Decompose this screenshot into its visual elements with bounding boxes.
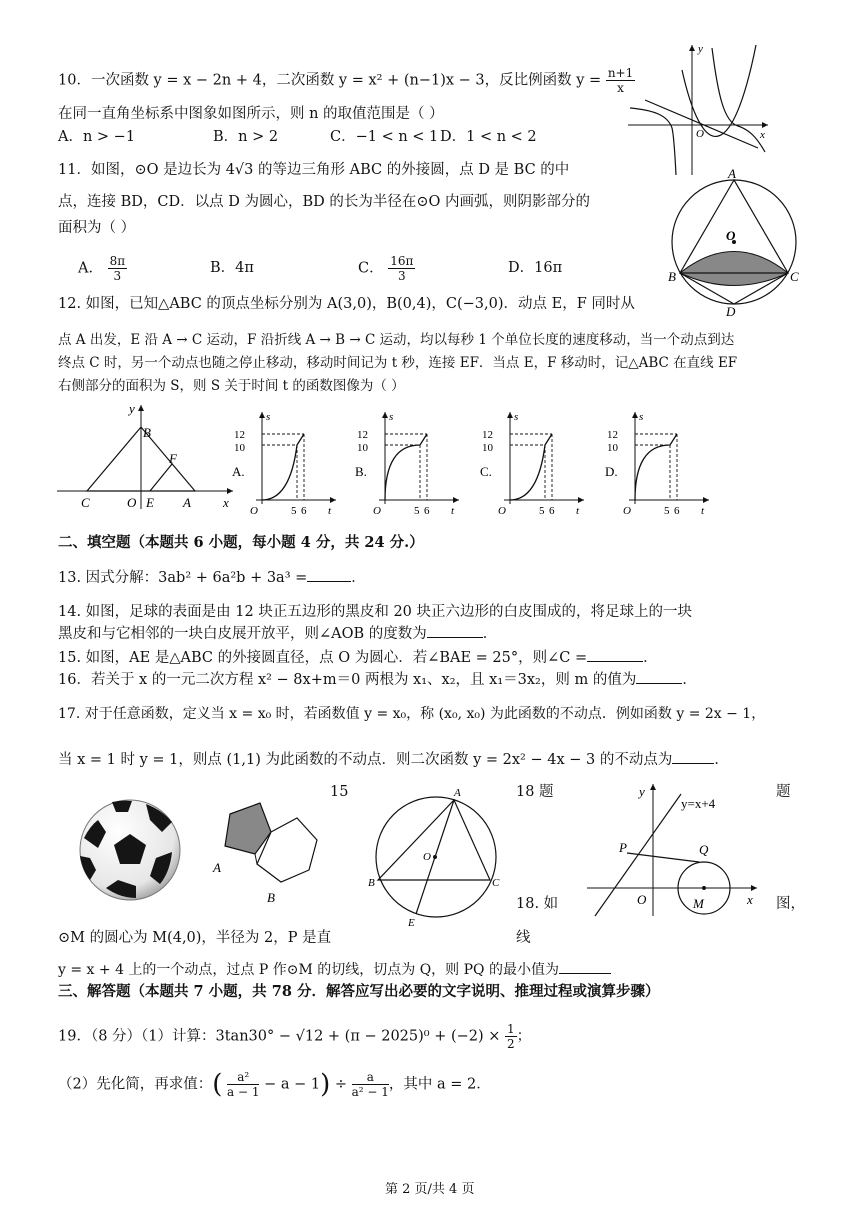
- q12-option-graph-a: [232, 408, 342, 518]
- svg-text:y=x+4: y=x+4: [681, 796, 716, 811]
- label-a: A: [213, 860, 221, 875]
- q19-part2: （2）先化简，再求值：( $\frac{\text{a²}}{a - 1}$ − a − 1) ÷ $\frac{a}{\text{a² − 1}}$ ，其中 a = 2．: [58, 1069, 491, 1100]
- q10-line1: 10．一次函数 y = x − 2n + 4，二次函数 y = x² + (n−1)x − 3，反比例函数 y = $\frac{n+1}{x}$: [58, 66, 634, 95]
- origin-label: O: [498, 505, 506, 517]
- s-label: s: [639, 411, 644, 423]
- q13: 13. 因式分解：3ab² + 6a²b + 3a³ = ．: [58, 570, 366, 586]
- fig18-number: 18 题: [516, 784, 554, 800]
- label-o: O: [726, 228, 736, 243]
- option-letter: B.: [355, 464, 367, 479]
- q18-line1: ⊙M 的圆心为 M(4,0)，半径为 2，P 是直: [58, 930, 332, 946]
- svg-text:y: y: [639, 784, 645, 799]
- function-curve: [635, 434, 677, 500]
- pentagon-hexagon-figure: [205, 798, 325, 908]
- svg-text:M: M: [693, 896, 704, 911]
- origin-label: O: [373, 505, 381, 517]
- option-letter: C.: [480, 464, 492, 479]
- t-label: t: [451, 505, 455, 517]
- q12-line3: 终点 C 时，另一个动点也随之停止移动，移动时间记为 t 秒，连接 EF．当点 E，F 移动时，记△ABC 在直线 EF: [58, 355, 738, 371]
- svg-text:C: C: [81, 495, 90, 510]
- section3-heading: 三、解答题（本题共 7 小题，共 78 分．解答应写出必要的文字说明、推理过程或演算步骤）: [58, 983, 660, 1000]
- hyperbola-left: [630, 108, 676, 175]
- segment-ef: [150, 464, 172, 491]
- q11-line2: 点，连接 BD，CD．以点 D 为圆心，BD 的长为半径在⊙O 内画弧，则阴影部分的: [58, 194, 590, 210]
- q11-line1: 11．如图，⊙O 是边长为 4√3 的等边三角形 ABC 的外接圆，点 D 是 BC 的中: [58, 162, 570, 178]
- q10-fraction: $\frac{n+1}{x}$: [607, 66, 634, 95]
- tick-10: 10: [607, 442, 618, 454]
- tick-12: 12: [482, 429, 493, 441]
- fig15-number: 15: [330, 784, 349, 800]
- tick-6: 6: [549, 505, 555, 517]
- function-curve: [510, 434, 552, 500]
- label-b: B: [668, 269, 676, 284]
- svg-text:y: y: [129, 401, 135, 416]
- q10-graph: [620, 40, 780, 180]
- q18-line2: y = x + 4 上的一个动点，过点 P 作⊙M 的切线，切点为 Q，则 PQ 的最小值为: [58, 960, 611, 980]
- shaded-region: [680, 252, 788, 286]
- q10-option-d: D．1 < n < 2: [440, 129, 537, 145]
- q17-line1: 17. 对于任意函数，定义当 x = x₀ 时，若函数值 y = x₀，称 (x₀, x₀) 为此函数的不动点．例如函数 y = 2x − 1，: [58, 706, 766, 722]
- t-label: t: [328, 505, 332, 517]
- label-c: C: [790, 269, 799, 284]
- origin-label: O: [250, 505, 258, 517]
- q12-line2: 点 A 出发，E 沿 A → C 运动，F 沿折线 A → B → C 运动，均以每秒 1 个单位长度的速度移动，当一个动点到达: [58, 332, 735, 348]
- tick-12: 12: [607, 429, 618, 441]
- linear-graph: [645, 100, 758, 148]
- tangent-pq: [627, 853, 699, 862]
- section2-heading: 二、填空题（本题共 6 小题，每小题 4 分，共 24 分.）: [58, 534, 424, 551]
- svg-text:x: x: [223, 495, 229, 510]
- q11-figure: [668, 166, 818, 320]
- label-d: D: [726, 304, 736, 319]
- svg-text:A: A: [454, 787, 461, 799]
- svg-text:O: O: [423, 851, 431, 863]
- q10-line2: 在同一直角坐标系中图象如图所示，则 n 的取值范围是（ ）: [58, 106, 444, 122]
- hyperbola-right: [712, 48, 765, 152]
- x-label: x: [760, 129, 765, 141]
- q18-xian: 线: [516, 930, 531, 946]
- tick-12: 12: [234, 429, 245, 441]
- t-label: t: [701, 505, 705, 517]
- q11-line3: 面积为（ ）: [58, 220, 136, 236]
- q17-line2: 当 x = 1 时 y = 1，则点 (1,1) 为此函数的不动点．则二次函数 y = 2x² − 4x − 3 的不动点为 ．: [58, 752, 729, 768]
- t-label: t: [576, 505, 580, 517]
- fig18-ti: 题: [776, 784, 791, 800]
- svg-text:A: A: [183, 495, 191, 510]
- svg-text:Q: Q: [699, 842, 709, 857]
- q12-option-graph-c: [480, 408, 590, 518]
- tick-5: 5: [664, 505, 670, 517]
- s-label: s: [266, 411, 271, 423]
- q12-option-graph-b: [355, 408, 465, 518]
- q18-tu: 图，: [776, 896, 805, 912]
- svg-text:C: C: [492, 877, 500, 889]
- tick-5: 5: [291, 505, 297, 517]
- q14-line2: 黑皮和与它相邻的一块白皮展开放平，则∠AOB 的度数为 ．: [58, 626, 498, 642]
- svg-text:O: O: [127, 495, 137, 510]
- tick-5: 5: [414, 505, 420, 517]
- label-b: B: [267, 890, 275, 905]
- q10-option-c: C．−1 < n < 1: [330, 129, 439, 145]
- q11-option-a: A． $\frac{8\pi}{3}$: [78, 254, 126, 283]
- svg-text:O: O: [637, 892, 647, 907]
- tick-6: 6: [674, 505, 680, 517]
- svg-text:E: E: [146, 495, 154, 510]
- q18-ru: 18. 如: [516, 896, 559, 912]
- q15: 15. 如图，AE 是△ABC 的外接圆直径，点 O 为圆心．若∠BAE = 25°，则∠C = ．: [58, 650, 658, 666]
- function-curve: [385, 434, 427, 500]
- q11-option-d: D．16π: [508, 260, 563, 276]
- q11-option-b: B．4π: [210, 260, 254, 276]
- tick-6: 6: [301, 505, 307, 517]
- q10-option-b: B．n > 2: [213, 129, 279, 145]
- q16: 16．若关于 x 的一元二次方程 x² − 8x+m＝0 两根为 x₁、x₂，且 x₁＝3x₂，则 m 的值为 ．: [58, 672, 697, 688]
- svg-text:F: F: [169, 451, 177, 466]
- svg-text:P: P: [619, 840, 627, 855]
- page-footer: 第 2 页/共 4 页: [385, 1182, 475, 1197]
- q11-option-c: C． $\frac{16\pi}{3}$: [358, 254, 414, 283]
- q18-graph: [585, 780, 765, 920]
- y-label: y: [698, 43, 703, 55]
- q12-line1: 12. 如图，已知△ABC 的顶点坐标分别为 A(3,0)，B(0,4)，C(−3,0)．动点 E，F 同时从: [58, 296, 635, 312]
- q19-part1: 19．（8 分）（1）计算：3tan30° − √12 + (π − 2025)⁰ + (−2) × $\frac{1}{2}$ ；: [58, 1022, 532, 1051]
- tick-10: 10: [482, 442, 493, 454]
- s-label: s: [389, 411, 394, 423]
- tick-10: 10: [357, 442, 368, 454]
- q15-circle-figure: [368, 782, 518, 932]
- tick-10: 10: [234, 442, 245, 454]
- origin-label: O: [623, 505, 631, 517]
- q12-main-figure: [55, 403, 245, 513]
- soccer-ball-image: [76, 796, 186, 906]
- tick-12: 12: [357, 429, 368, 441]
- q12-option-graph-d: [605, 408, 715, 518]
- svg-text:E: E: [408, 917, 415, 929]
- q12-line4: 右侧部分的面积为 S，则 S 关于时间 t 的函数图像为（ ）: [58, 378, 405, 394]
- tick-5: 5: [539, 505, 545, 517]
- label-a: A: [728, 166, 736, 181]
- svg-text:B: B: [143, 425, 151, 440]
- option-letter: A.: [232, 464, 245, 479]
- triangle-abc: [378, 800, 490, 880]
- origin-label: O: [696, 128, 704, 140]
- svg-text:B: B: [368, 877, 375, 889]
- s-label: s: [514, 411, 519, 423]
- option-letter: D.: [605, 464, 618, 479]
- q10-option-a: A．n > −1: [58, 129, 136, 145]
- function-curve: [262, 434, 304, 500]
- tick-6: 6: [424, 505, 430, 517]
- svg-text:x: x: [747, 892, 753, 907]
- q14-line1: 14. 如图，足球的表面是由 12 块正五边形的黑皮和 20 块正六边形的白皮围成的，将足球上的一块: [58, 604, 693, 620]
